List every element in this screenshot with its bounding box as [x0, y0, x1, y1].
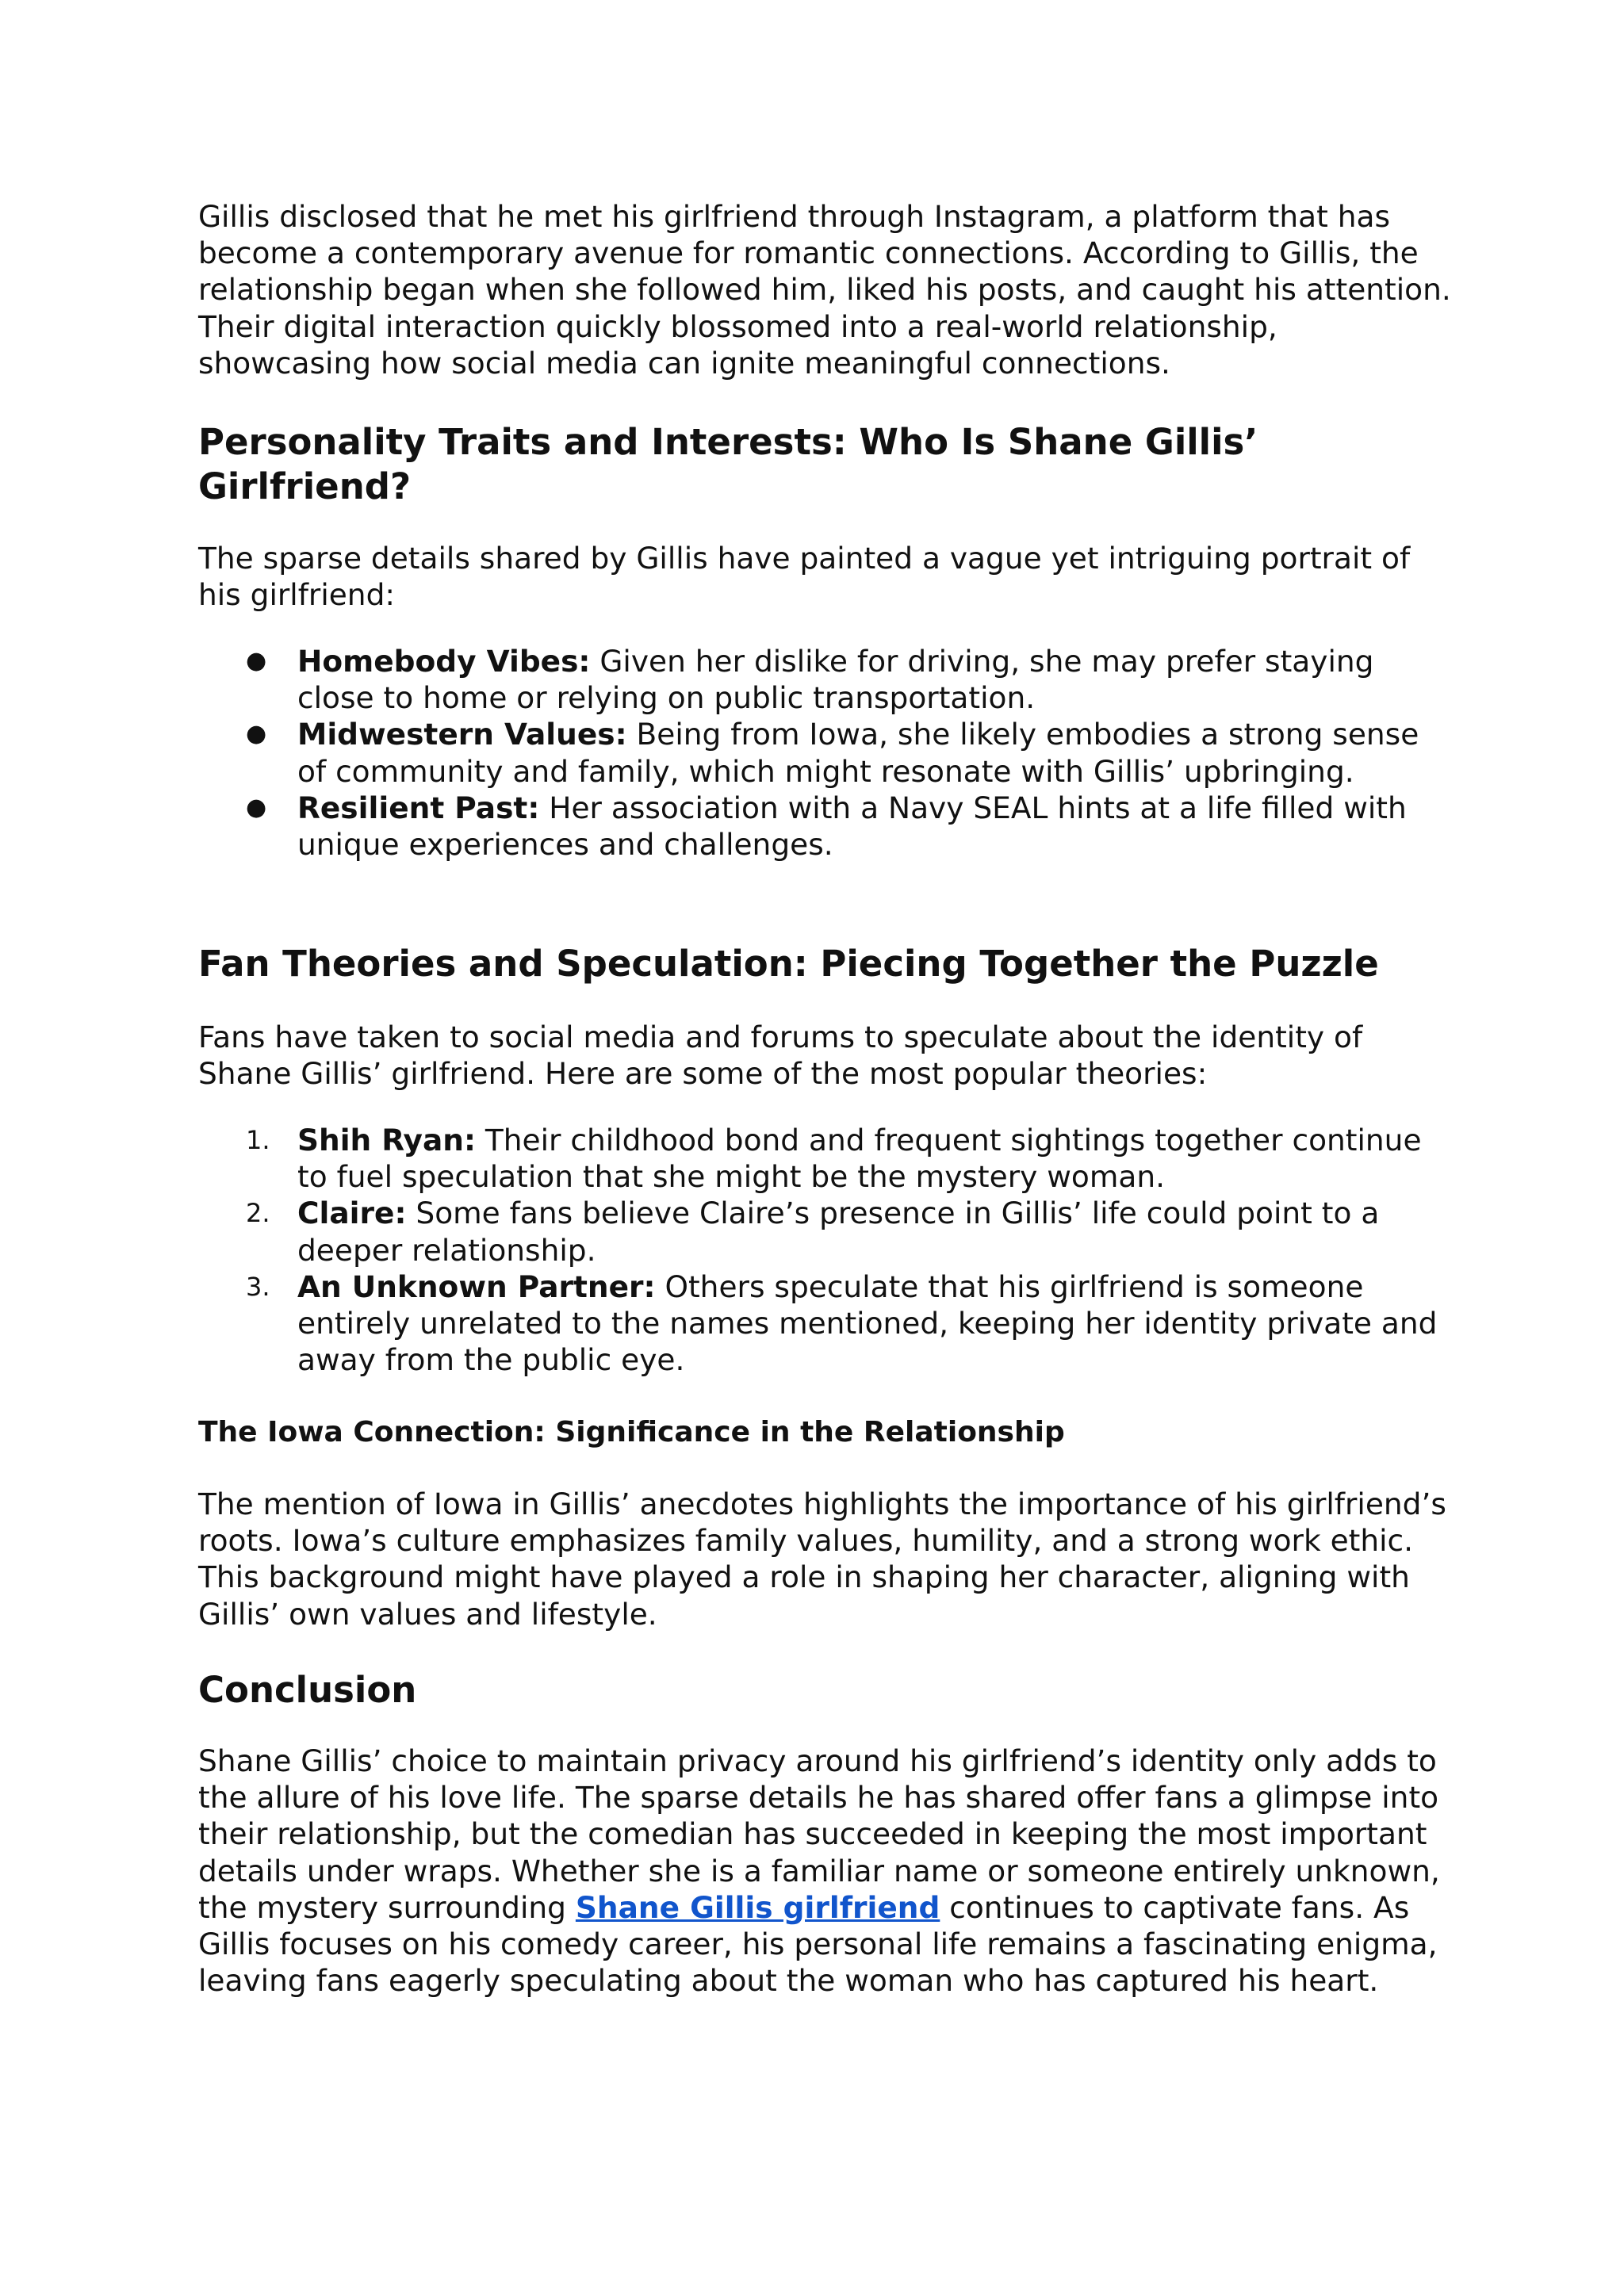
item-text: Some fans believe Claire’s presence in Gillis’ life could point to a deeper relationship. — [297, 1196, 1380, 1268]
conclusion-paragraph — [198, 1743, 1451, 1999]
intro-paragraph: Gillis disclosed that he met his girlfriend through Instagram, a platform that has become a contemporary avenue for romantic connections. According to Gillis, the relationship began when she followed him, liked his posts, and caught his attention. Their digital interaction quickly blossomed into a real-world relationship, showcasing how social media can ignite meaningful connections. — [198, 199, 1451, 381]
item-label: Homebody Vibes: — [297, 644, 591, 679]
shane-gillis-girlfriend-link[interactable]: Shane Gillis girlfriend — [575, 1889, 940, 1925]
conclusion-text-before: Shane Gillis’ choice to maintain privacy around his girlfriend’s identity only adds to the allure of his love life. The sparse details he has shared offer fans a glimpse into their relationship, but the comedian has succeeded in keeping the most important details under wraps. Whether she is a familiar name or someone entirely unknown, the mystery surrounding — [198, 1743, 1440, 1925]
list-item — [198, 716, 1451, 789]
iowa-connection-heading: The Iowa Connection: Significance in the Relationship — [198, 1416, 1065, 1448]
item-label: An Unknown Partner: — [297, 1269, 656, 1304]
fan-theories-heading: Fan Theories and Speculation: Piecing Together the Puzzle — [198, 943, 1379, 985]
list-item — [198, 1269, 1451, 1379]
item-text: Others speculate that his girlfriend is someone entirely unrelated to the names mentioned, keeping her identity private and away from the public eye. — [297, 1269, 1438, 1378]
item-label: Claire: — [297, 1196, 407, 1231]
bullet-icon: ● — [246, 647, 267, 675]
conclusion-text-after: continues to captivate fans. As Gillis focuses on his comedy career, his personal life remains a fascinating enigma, leaving fans eagerly speculating about the woman who has captured his heart. — [198, 1889, 1438, 1999]
list-item — [198, 1195, 1451, 1268]
item-label: Midwestern Values: — [297, 717, 627, 752]
item-label: Resilient Past: — [297, 790, 540, 825]
traits-heading: Personality Traits and Interests: Who Is Shane Gillis’ Girlfriend? — [198, 421, 1258, 507]
list-number: 2. — [246, 1198, 270, 1229]
fan-theories-numbered-list — [198, 1122, 1451, 1378]
item-text: Their childhood bond and frequent sightings together continue to fuel speculation that she might be the mystery woman. — [297, 1123, 1422, 1195]
bullet-icon: ● — [246, 720, 267, 748]
conclusion-heading: Conclusion — [198, 1669, 417, 1711]
traits-intro-paragraph: The sparse details shared by Gillis have painted a vague yet intriguing portrait of his girlfriend: — [198, 541, 1411, 613]
fan-theories-intro-paragraph: Fans have taken to social media and forums to speculate about the identity of Shane Gillis’ girlfriend. Here are some of the most popular theories: — [198, 1020, 1363, 1092]
list-number: 3. — [246, 1271, 270, 1302]
list-number: 1. — [246, 1125, 270, 1155]
item-text: Given her dislike for driving, she may prefer staying close to home or relying on public transportation. — [297, 644, 1374, 716]
list-item — [198, 643, 1451, 716]
bullet-icon: ● — [246, 793, 267, 821]
list-item — [198, 790, 1451, 863]
list-item — [198, 1122, 1451, 1195]
item-label: Shih Ryan: — [297, 1123, 476, 1158]
item-text: Her association with a Navy SEAL hints at a life filled with unique experiences and challenges. — [297, 790, 1407, 863]
iowa-connection-paragraph: The mention of Iowa in Gillis’ anecdotes highlights the importance of his girlfriend’s roots. Iowa’s culture emphasizes family values, humility, and a strong work ethic. This background might have played a role in shaping her character, aligning with Gillis’ own values and lifestyle. — [198, 1487, 1446, 1632]
item-text: Being from Iowa, she likely embodies a strong sense of community and family, which might resonate with Gillis’ upbringing. — [297, 717, 1419, 789]
traits-bullet-list — [198, 643, 1451, 863]
